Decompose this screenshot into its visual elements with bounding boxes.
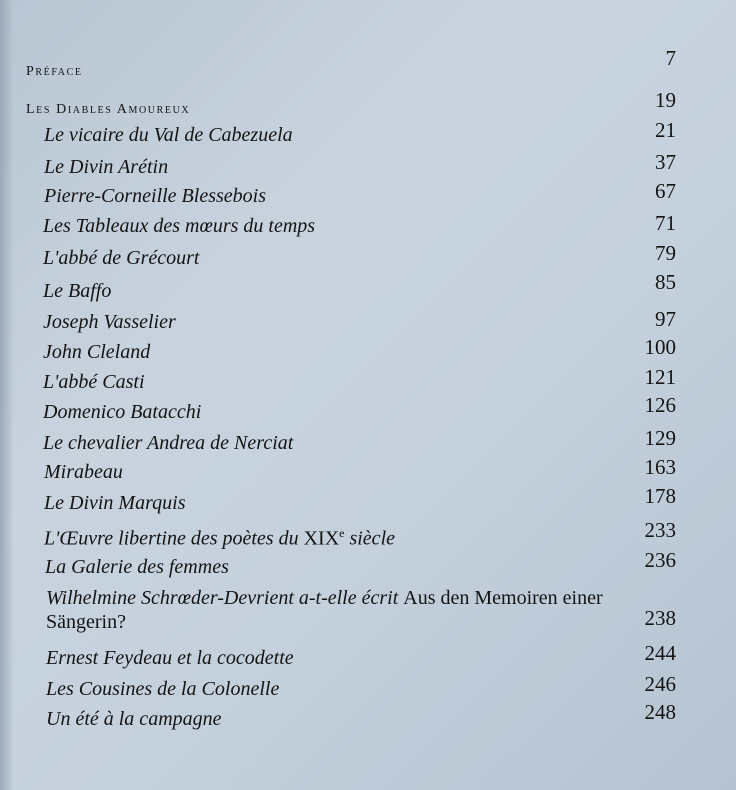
toc-entry-page: 246 [644,672,676,696]
toc-section-title: Les Diables Amoureux [26,102,191,117]
toc-entry-page: 163 [644,455,676,479]
toc-entry-title: Le Divin Arétin [44,156,169,178]
toc-entry-row [0,150,736,186]
toc-entry-row [0,365,736,401]
toc-entry-title: La Galerie des femmes [45,556,229,578]
toc-entry-page: 233 [644,518,676,542]
toc-entry-title: John Cleland [43,341,151,363]
toc-entry-row [0,641,736,677]
toc-entry-row [0,518,736,556]
toc-entry-page: 71 [655,211,676,235]
toc-entry-row [0,270,736,310]
toc-entry-page: 248 [644,700,676,724]
toc-entry-title [46,586,646,634]
toc-entry-title: Les Cousines de la Colonelle [46,678,280,700]
toc-entry-title-sup: e [339,526,345,540]
toc-entry-row [0,672,736,708]
toc-entry-page: 37 [655,150,676,174]
toc-entry-page: 129 [644,426,676,450]
toc-entry-row [0,426,736,462]
toc-entry-title-before: L'Œuvre libertine des poètes du [44,527,304,550]
toc-entry-title-after: siècle [344,527,395,550]
toc-entry-title: Le Divin Marquis [44,492,186,514]
toc-entry-title: L'abbé de Grécourt [43,247,200,269]
toc-entry-row [0,586,736,642]
toc-entry-page: 238 [644,606,676,630]
toc-entry-page: 236 [644,548,676,572]
toc-entry-page: 178 [644,484,676,508]
toc-entry-title: Le Baffo [43,280,112,302]
toc-entry-title: Domenico Batacchi [43,401,202,423]
toc-entry-title: Le vicaire du Val de Cabezuela [44,124,293,146]
toc-entry-row [0,211,736,245]
toc-entry-title-italic: Wilhelmine Schrœder-Devrient a-t-elle écrit [46,587,404,609]
toc-entry-title-roman: Aus den Memoiren einer Sängerin? [46,587,603,633]
toc-preface-page: 7 [665,46,676,70]
toc-entry-row [0,307,736,341]
toc-entry-row [0,455,736,491]
toc-entry-title: Pierre-Corneille Blessebois [44,185,266,207]
toc-entry-title: L'abbé Casti [43,371,145,393]
toc-entry-page: 97 [655,307,676,331]
toc-preface-row [0,46,736,88]
toc-entry-page: 244 [644,641,676,665]
toc-entry-row [0,118,736,152]
toc-entry-title: Le chevalier Andrea de Nerciat [43,432,294,454]
toc-entry-page: 79 [655,241,676,265]
toc-entry-page: 100 [644,335,676,359]
toc-entry-page: 67 [655,179,676,203]
toc-entry-row [0,241,736,277]
toc-entry-page: 21 [655,118,676,142]
toc-entry-title: Les Tableaux des mœurs du temps [43,215,316,237]
toc-entry-row [0,700,736,738]
toc-entry-row [0,393,736,431]
toc-entry-title: Mirabeau [44,461,123,483]
toc-entry-title: Ernest Feydeau et la cocodette [46,647,294,669]
toc-entry-page: 85 [655,270,676,294]
toc-entry-title [44,526,395,551]
toc-entry-page: 121 [644,365,676,389]
toc-entry-row [0,548,736,586]
toc-entry-title: Un été à la campagne [46,708,222,730]
toc-entry-row [0,335,736,371]
toc-entry-page: 126 [644,393,676,417]
toc-entry-title-century: XIX [303,527,340,550]
toc-section-page: 19 [655,88,676,112]
toc-preface-title: Préface [26,64,83,79]
toc-entry-title: Joseph Vasselier [43,311,176,333]
toc-entry-row [0,484,736,522]
toc-entry-row [0,179,736,215]
